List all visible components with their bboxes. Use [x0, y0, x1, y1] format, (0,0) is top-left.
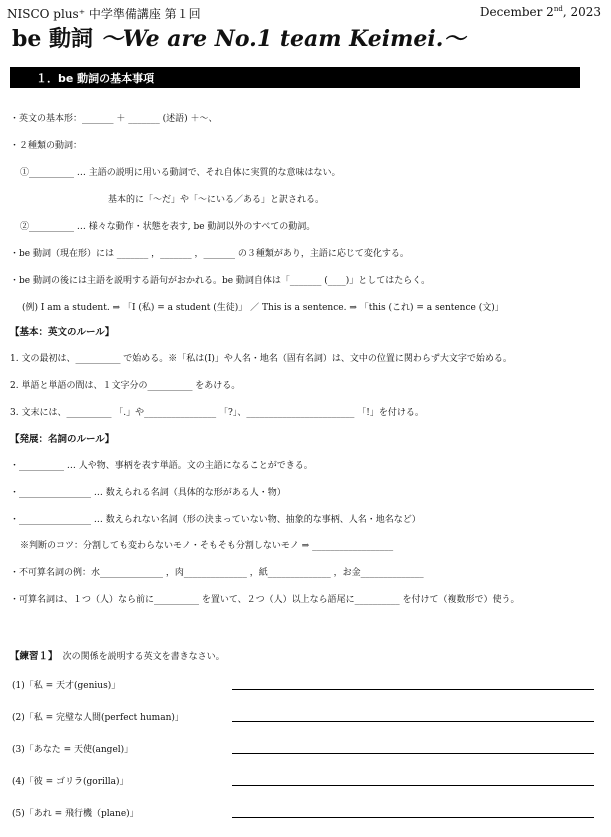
- basic-heading: 【基本：英文のルール】: [10, 327, 115, 338]
- line-two-verbs: ・２種類の動詞：: [10, 141, 83, 151]
- date-suffix: , 2023: [562, 5, 601, 19]
- basic-rule-2: 2. 単語と単語の間は、１文字分の__________ をあける。: [10, 381, 241, 391]
- line-basic-form: ・英文の基本形：_______ ＋ _______ (述語) ＋〜、: [10, 114, 218, 124]
- answer-line-4[interactable]: [232, 785, 594, 786]
- line-be-forms: ・be 動詞（現在形）には _______ ，_______ ，_______ の３種類があり，主語に応じて変化する。: [10, 249, 409, 259]
- date-prefix: December 2: [479, 5, 554, 19]
- exercise-item-5: (5)「あれ = 飛行機（plane)」: [12, 809, 139, 819]
- countable-noun: ・________________ … 数えられる名詞（具体的な形がある人・物）: [10, 488, 286, 498]
- exercise-item-4: (4)「彼 = ゴリラ(gorilla)」: [12, 777, 129, 787]
- exercise-item-3: (3)「あなた = 天使(angel)」: [12, 745, 134, 755]
- line-verb-2: ②__________ … 様々な動作・状態を表す, be 動詞以外のすべての動詞。: [20, 222, 316, 232]
- basic-rule-3: 3. 文末には、__________ 「.」や________________ 「?」、________________________ 「!」を付ける。: [10, 408, 424, 418]
- exercise-item-1: (1)「私 = 天才(genius)」: [12, 681, 121, 691]
- exercise-header: [10, 644, 225, 663]
- uncountable-examples: ・不可算名詞の例：水______________ ，肉______________ ，紙______________ ，お金______________: [10, 568, 424, 578]
- title-italic: 〜We are No.1 team Keimei.〜: [100, 26, 466, 52]
- line-example: (例) I am a student. ⇒ 「I (私) = a student (生徒)」 ／ This is a sentence. ⇒ 「this (これ) = a sentence (文)」: [22, 303, 504, 313]
- answer-line-3[interactable]: [232, 753, 594, 754]
- exercise-heading: 【練習１】: [10, 651, 58, 662]
- date-sup: nd: [553, 5, 563, 13]
- section-heading-bar: [10, 67, 580, 88]
- line-be-function: ・be 動詞の後には主語を説明する語句がおかれる。be 動詞自体は「_______ (____)」としてはたらく。: [10, 276, 431, 286]
- basic-rule-1: 1. 文の最初は、__________ で始める。※「私は(I)」や人名・地名（固有名詞）は、文中の位置に関わらず大文字で始める。: [10, 354, 512, 364]
- noun-definition: ・__________ … 人や物、事柄を表す単語。文の主語になることができる。: [10, 461, 313, 471]
- answer-line-5[interactable]: [232, 817, 594, 818]
- title-prefix: be 動詞: [12, 26, 94, 52]
- course-header: NISCO plus⁺ 中学準備講座 第１回: [7, 7, 201, 21]
- countable-usage: ・可算名詞は、１つ（人）なら前に__________ を置いて、２つ（人）以上なら語尾に__________ を付けて（複数形で）使う。: [10, 595, 520, 605]
- advanced-heading: 【発展：名詞のルール】: [10, 434, 115, 445]
- line-verb-1: ①__________ … 主語の説明に用いる動詞で、それ自体に実質的な意味はない。: [20, 168, 341, 178]
- uncountable-noun: ・________________ … 数えられない名詞（形の決まっていない物、抽象的な事柄、人名・地名など）: [10, 515, 421, 525]
- answer-line-1[interactable]: [232, 689, 594, 690]
- section-heading: １．be 動詞の基本事項: [36, 72, 155, 85]
- date-header: [480, 5, 601, 19]
- line-verb-1-note: 基本的に「〜だ」や「〜にいる／ある」と訳される。: [108, 195, 325, 205]
- answer-line-2[interactable]: [232, 721, 594, 722]
- exercise-instruction: 次の関係を説明する英文を書きなさい。: [62, 652, 225, 662]
- exercise-item-2: (2)「私 = 完璧な人間(perfect human)」: [12, 713, 184, 723]
- page-title: [12, 22, 465, 53]
- judgement-tip: ※判断のコツ：分割しても変わらないモノ・そもそも分割しないモノ ⇒ __________________: [20, 541, 394, 551]
